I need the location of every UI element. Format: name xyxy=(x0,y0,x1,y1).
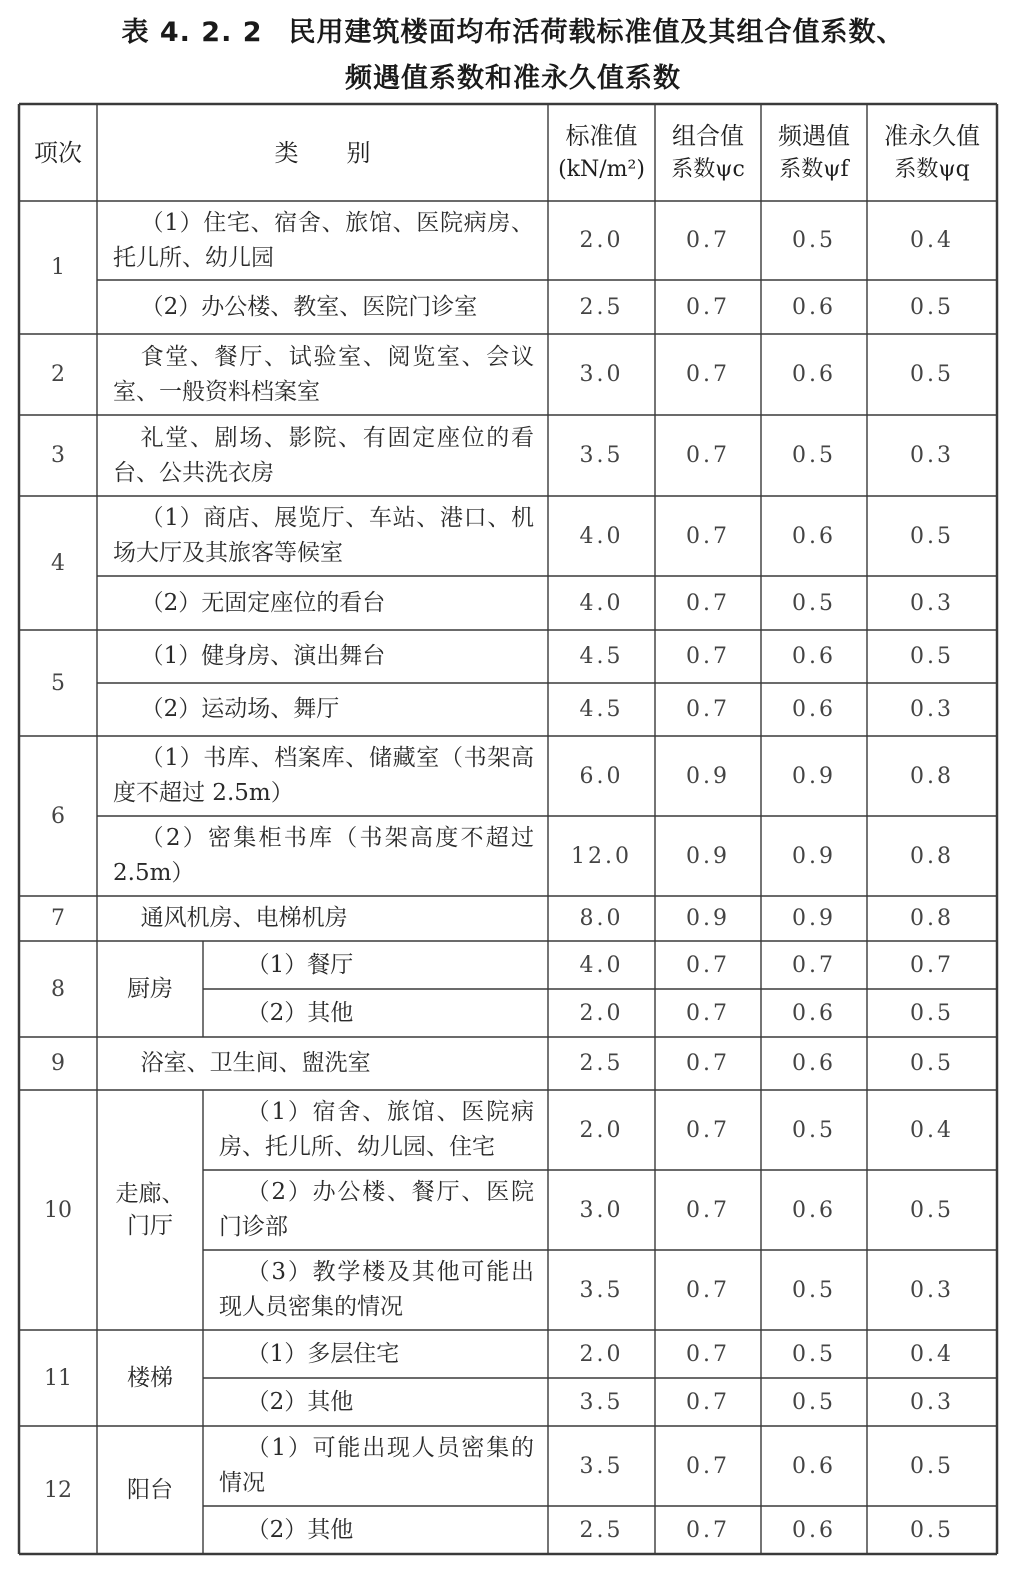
quasi-permanent-factor-cell: 0.3 xyxy=(910,443,954,468)
quasi-permanent-factor-cell: 0.5 xyxy=(910,1453,954,1479)
standard-value-cell: 4.0 xyxy=(579,952,624,978)
frequent-factor-cell: 0.5 xyxy=(792,1389,836,1415)
category-cell-text: （1）可能出现人员密集的情况 xyxy=(219,1435,534,1496)
category-cell xyxy=(203,1250,548,1330)
frequent-factor-cell: 0.6 xyxy=(792,294,836,320)
category-cell xyxy=(97,1037,548,1090)
standard-value-cell: 2.0 xyxy=(579,1117,624,1143)
combination-factor-cell: 0.9 xyxy=(686,763,730,789)
group-index: 11 xyxy=(44,1365,72,1391)
header-combination-factor-line-2: 系数ψc xyxy=(671,156,745,182)
group-index: 4 xyxy=(51,550,65,576)
frequent-factor-cell: 0.6 xyxy=(792,1000,836,1026)
frequent-factor-cell: 0.6 xyxy=(792,1197,836,1223)
standard-value-cell: 8.0 xyxy=(579,906,624,931)
standard-value-cell: 12.0 xyxy=(571,843,632,869)
frequent-factor-cell: 0.5 xyxy=(792,1277,836,1303)
category-cell-text: （1）住宅、宿舍、旅馆、医院病房、托儿所、幼儿园 xyxy=(113,209,534,271)
quasi-permanent-factor-cell: 0.5 xyxy=(910,1197,954,1223)
frequent-factor-cell: 0.6 xyxy=(792,523,836,549)
quasi-permanent-factor-cell: 0.4 xyxy=(910,228,954,253)
category-cell xyxy=(203,1090,548,1170)
category-cell-text: （1）餐厅 xyxy=(246,951,354,978)
combination-factor-cell: 0.9 xyxy=(686,843,730,869)
category-cell xyxy=(97,496,548,576)
standard-value-cell: 4.0 xyxy=(579,523,624,549)
group-index: 8 xyxy=(51,976,65,1002)
combination-factor-cell: 0.7 xyxy=(686,1389,730,1415)
standard-value-cell: 3.5 xyxy=(579,1389,624,1415)
category-cell xyxy=(203,941,548,989)
combination-factor-cell: 0.7 xyxy=(686,1453,730,1479)
header-quasi-permanent-factor xyxy=(867,104,997,201)
category-cell xyxy=(97,280,548,334)
group-index: 2 xyxy=(51,362,65,387)
quasi-permanent-factor-cell: 0.8 xyxy=(910,843,954,869)
category-cell-text: 礼堂、剧场、影院、有固定座位的看台、公共洗衣房 xyxy=(113,424,534,486)
category-cell xyxy=(97,576,548,630)
category-cell xyxy=(97,816,548,896)
frequent-factor-cell: 0.9 xyxy=(792,763,836,789)
header-frequent-factor xyxy=(761,104,867,201)
category-cell-text: 通风机房、电梯机房 xyxy=(140,905,348,931)
combination-factor-cell: 0.7 xyxy=(686,644,730,669)
caption-title-1: 民用建筑楼面均布活荷载标准值及其组合值系数、 xyxy=(288,17,905,48)
combination-factor-cell: 0.7 xyxy=(686,228,730,253)
frequent-factor-cell: 0.9 xyxy=(792,843,836,869)
header-standard xyxy=(548,104,655,201)
combination-factor-cell: 0.7 xyxy=(686,1000,730,1026)
standard-value-cell: 4.5 xyxy=(579,697,624,722)
standard-value-cell: 2.5 xyxy=(579,294,624,320)
header-frequent-factor-line-1: 频遇值 xyxy=(778,121,850,150)
category-cell-text: （1）宿舍、旅馆、医院病房、托儿所、幼儿园、住宅 xyxy=(219,1099,534,1160)
category-cell xyxy=(97,896,548,941)
combination-factor-cell: 0.7 xyxy=(686,1117,730,1143)
quasi-permanent-factor-cell: 0.3 xyxy=(910,697,954,722)
caption-line-1 xyxy=(0,10,1026,49)
category-cell-text: （2）无固定座位的看台 xyxy=(140,589,386,616)
combination-factor-cell: 0.7 xyxy=(686,362,730,387)
quasi-permanent-factor-cell: 0.5 xyxy=(910,1000,954,1026)
category-cell-text: （2）办公楼、教室、医院门诊室 xyxy=(140,293,478,320)
caption-line-2: 频遇值系数和准永久值系数 xyxy=(345,63,681,94)
category-cell-text: （3）教学楼及其他可能出现人员密集的情况 xyxy=(219,1259,534,1320)
group-index: 5 xyxy=(51,670,65,696)
category-cell xyxy=(97,683,548,736)
frequent-factor-cell: 0.5 xyxy=(792,443,836,468)
group-index: 1 xyxy=(51,255,65,280)
table-caption xyxy=(0,0,1026,102)
standard-value-cell: 3.5 xyxy=(579,1453,624,1479)
quasi-permanent-factor-cell: 0.3 xyxy=(910,590,954,616)
combination-factor-cell: 0.7 xyxy=(686,1197,730,1223)
category-cell-text: （1）书库、档案库、储藏室（书架高度不超过 2.5m） xyxy=(113,745,534,806)
frequent-factor-cell: 0.6 xyxy=(792,1051,836,1076)
quasi-permanent-factor-cell: 0.7 xyxy=(910,952,954,978)
combination-factor-cell: 0.7 xyxy=(686,1517,730,1543)
header-quasi-permanent-factor-line-2: 系数ψq xyxy=(894,156,970,182)
quasi-permanent-factor-cell: 0.5 xyxy=(910,362,954,387)
standard-value-cell: 2.0 xyxy=(579,1341,624,1367)
category-cell-text: （1）多层住宅 xyxy=(246,1340,400,1367)
category-cell xyxy=(203,989,548,1037)
category-cell-text: （2）密集柜书库（书架高度不超过 2.5m） xyxy=(113,825,534,886)
header-standard-line-1: 标准值 xyxy=(565,121,638,150)
quasi-permanent-factor-cell: 0.4 xyxy=(910,1117,954,1143)
quasi-permanent-factor-cell: 0.5 xyxy=(910,644,954,669)
category-cell-text: （2）其他 xyxy=(246,999,354,1026)
combination-factor-cell: 0.7 xyxy=(686,1051,730,1076)
group-label: 阳台 xyxy=(127,1477,173,1503)
category-cell-text: （2）其他 xyxy=(246,1516,354,1543)
combination-factor-cell: 0.7 xyxy=(686,1341,730,1367)
quasi-permanent-factor-cell: 0.3 xyxy=(910,1389,954,1415)
frequent-factor-cell: 0.9 xyxy=(792,906,836,931)
header-index: 项次 xyxy=(34,138,82,167)
standard-value-cell: 4.0 xyxy=(579,590,624,616)
group-index: 12 xyxy=(44,1477,72,1503)
category-cell-text: （2）运动场、舞厅 xyxy=(140,696,340,722)
group-label: 厨房 xyxy=(127,976,173,1002)
quasi-permanent-factor-cell: 0.3 xyxy=(910,1277,954,1303)
standard-value-cell: 2.5 xyxy=(579,1517,624,1543)
category-cell-text: （1）商店、展览厅、车站、港口、机场大厅及其旅客等候室 xyxy=(113,505,534,566)
frequent-factor-cell: 0.6 xyxy=(792,697,836,722)
category-cell-text: 食堂、餐厅、试验室、阅览室、会议室、一般资料档案室 xyxy=(113,343,534,405)
quasi-permanent-factor-cell: 0.5 xyxy=(910,1051,954,1076)
frequent-factor-cell: 0.5 xyxy=(792,1117,836,1143)
standard-value-cell: 2.0 xyxy=(579,1000,624,1026)
frequent-factor-cell: 0.5 xyxy=(792,590,836,616)
category-cell xyxy=(97,630,548,683)
header-quasi-permanent-factor-line-1: 准永久值 xyxy=(884,121,980,150)
combination-factor-cell: 0.7 xyxy=(686,294,730,320)
category-cell xyxy=(97,736,548,816)
standard-value-cell: 3.5 xyxy=(579,1277,624,1303)
quasi-permanent-factor-cell: 0.5 xyxy=(910,523,954,549)
combination-factor-cell: 0.7 xyxy=(686,443,730,468)
combination-factor-cell: 0.7 xyxy=(686,590,730,616)
frequent-factor-cell: 0.7 xyxy=(792,952,836,978)
category-cell xyxy=(203,1426,548,1506)
category-cell xyxy=(97,201,548,280)
group-index: 9 xyxy=(51,1051,65,1076)
group-index: 6 xyxy=(51,803,65,829)
frequent-factor-cell: 0.6 xyxy=(792,362,836,387)
standard-value-cell: 3.0 xyxy=(579,362,624,387)
table-number: 表 4. 2. 2 xyxy=(121,17,263,48)
standard-value-cell: 3.0 xyxy=(579,1197,624,1223)
group-index: 10 xyxy=(44,1197,72,1223)
header-frequent-factor-line-2: 系数ψf xyxy=(779,156,849,182)
standard-value-cell: 2.5 xyxy=(579,1051,624,1076)
category-cell xyxy=(203,1330,548,1378)
category-cell xyxy=(97,415,548,496)
frequent-factor-cell: 0.6 xyxy=(792,1453,836,1479)
header-standard-line-2: (kN/m²) xyxy=(558,156,645,182)
header-combination-factor-line-1: 组合值 xyxy=(672,121,744,150)
quasi-permanent-factor-cell: 0.8 xyxy=(910,906,954,931)
frequent-factor-cell: 0.5 xyxy=(792,1341,836,1367)
category-cell xyxy=(97,334,548,415)
standard-value-cell: 6.0 xyxy=(579,763,624,789)
category-cell-text: （2）其他 xyxy=(246,1388,354,1415)
group-label: 走廊、门厅 xyxy=(115,1181,185,1239)
frequent-factor-cell: 0.6 xyxy=(792,644,836,669)
combination-factor-cell: 0.7 xyxy=(686,697,730,722)
group-label: 楼梯 xyxy=(127,1365,173,1391)
combination-factor-cell: 0.7 xyxy=(686,952,730,978)
category-cell-text: （1）健身房、演出舞台 xyxy=(140,643,386,669)
quasi-permanent-factor-cell: 0.5 xyxy=(910,1517,954,1543)
header-combination-factor xyxy=(655,104,761,201)
quasi-permanent-factor-cell: 0.5 xyxy=(910,294,954,320)
live-load-table xyxy=(19,104,997,1562)
combination-factor-cell: 0.7 xyxy=(686,523,730,549)
combination-factor-cell: 0.7 xyxy=(686,1277,730,1303)
standard-value-cell: 4.5 xyxy=(579,644,624,669)
header-category: 类 别 xyxy=(274,138,371,167)
quasi-permanent-factor-cell: 0.4 xyxy=(910,1341,954,1367)
quasi-permanent-factor-cell: 0.8 xyxy=(910,763,954,789)
standard-value-cell: 3.5 xyxy=(579,443,624,468)
frequent-factor-cell: 0.5 xyxy=(792,228,836,253)
group-index: 7 xyxy=(51,906,65,931)
category-cell-text: （2）办公楼、餐厅、医院门诊部 xyxy=(219,1179,534,1240)
frequent-factor-cell: 0.6 xyxy=(792,1517,836,1543)
category-cell-text: 浴室、卫生间、盥洗室 xyxy=(140,1050,371,1076)
group-index: 3 xyxy=(51,443,65,468)
category-cell xyxy=(203,1170,548,1250)
standard-value-cell: 2.0 xyxy=(579,228,624,253)
category-cell xyxy=(203,1378,548,1426)
combination-factor-cell: 0.9 xyxy=(686,906,730,931)
category-cell xyxy=(203,1506,548,1554)
